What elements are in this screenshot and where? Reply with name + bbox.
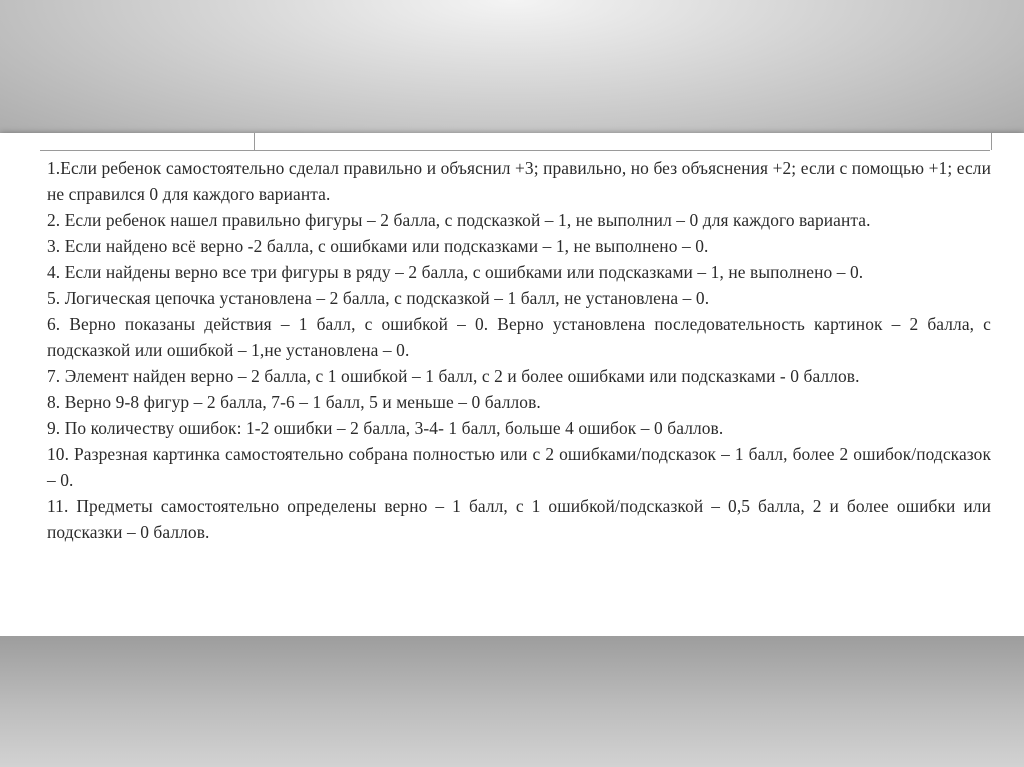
criterion-2: 2. Если ребенок нашел правильно фигуры – 2 балла, с подсказкой – 1, не выполнил – 0 для каждого варианта. xyxy=(47,210,871,230)
criterion-3: 3. Если найдено всё верно -2 балла, с ошибками или подсказками – 1, не выполнено – 0. xyxy=(47,236,709,256)
criterion-4: 4. Если найдены верно все три фигуры в ряду – 2 балла, с ошибками или подсказками – 1, не выполнено – 0. xyxy=(47,262,864,282)
criterion-1: 1.Если ребенок самостоятельно сделал правильно и объяснил +3; правильно, но без объяснения +2; если с помощью +1; если не справился 0 для каждого варианта. xyxy=(47,158,991,204)
table-border-left-stub xyxy=(254,133,255,150)
criterion-11: 11. Предметы самостоятельно определены верно – 1 балл, с 1 ошибкой/подсказкой – 0,5 балла, 2 и более ошибки или подсказки – 0 баллов. xyxy=(47,496,991,542)
slide-bottom-background xyxy=(0,636,1024,767)
table-border-top xyxy=(40,150,990,151)
criterion-8: 8. Верно 9-8 фигур – 2 балла, 7-6 – 1 балл, 5 и меньше – 0 баллов. xyxy=(47,392,541,412)
scoring-criteria-list xyxy=(47,155,991,545)
criterion-10: 10. Разрезная картинка самостоятельно собрана полностью или с 2 ошибками/подсказок – 1 балл, более 2 ошибок/подсказок – 0. xyxy=(47,444,991,490)
document-page xyxy=(0,133,1024,636)
criterion-6: 6. Верно показаны действия – 1 балл, с ошибкой – 0. Верно установлена последовательность картинок – 2 балла, с подсказкой или ошибкой – 1,не установлена – 0. xyxy=(47,314,991,360)
table-border-right-stub xyxy=(991,133,992,150)
criterion-7: 7. Элемент найден верно – 2 балла, с 1 ошибкой – 1 балл, с 2 и более ошибками или подсказками - 0 баллов. xyxy=(47,366,860,386)
criterion-5: 5. Логическая цепочка установлена – 2 балла, с подсказкой – 1 балл, не установлена – 0. xyxy=(47,288,710,308)
criterion-9: 9. По количеству ошибок: 1-2 ошибки – 2 балла, 3-4- 1 балл, больше 4 ошибок – 0 баллов. xyxy=(47,418,724,438)
slide-top-background xyxy=(0,0,1024,150)
